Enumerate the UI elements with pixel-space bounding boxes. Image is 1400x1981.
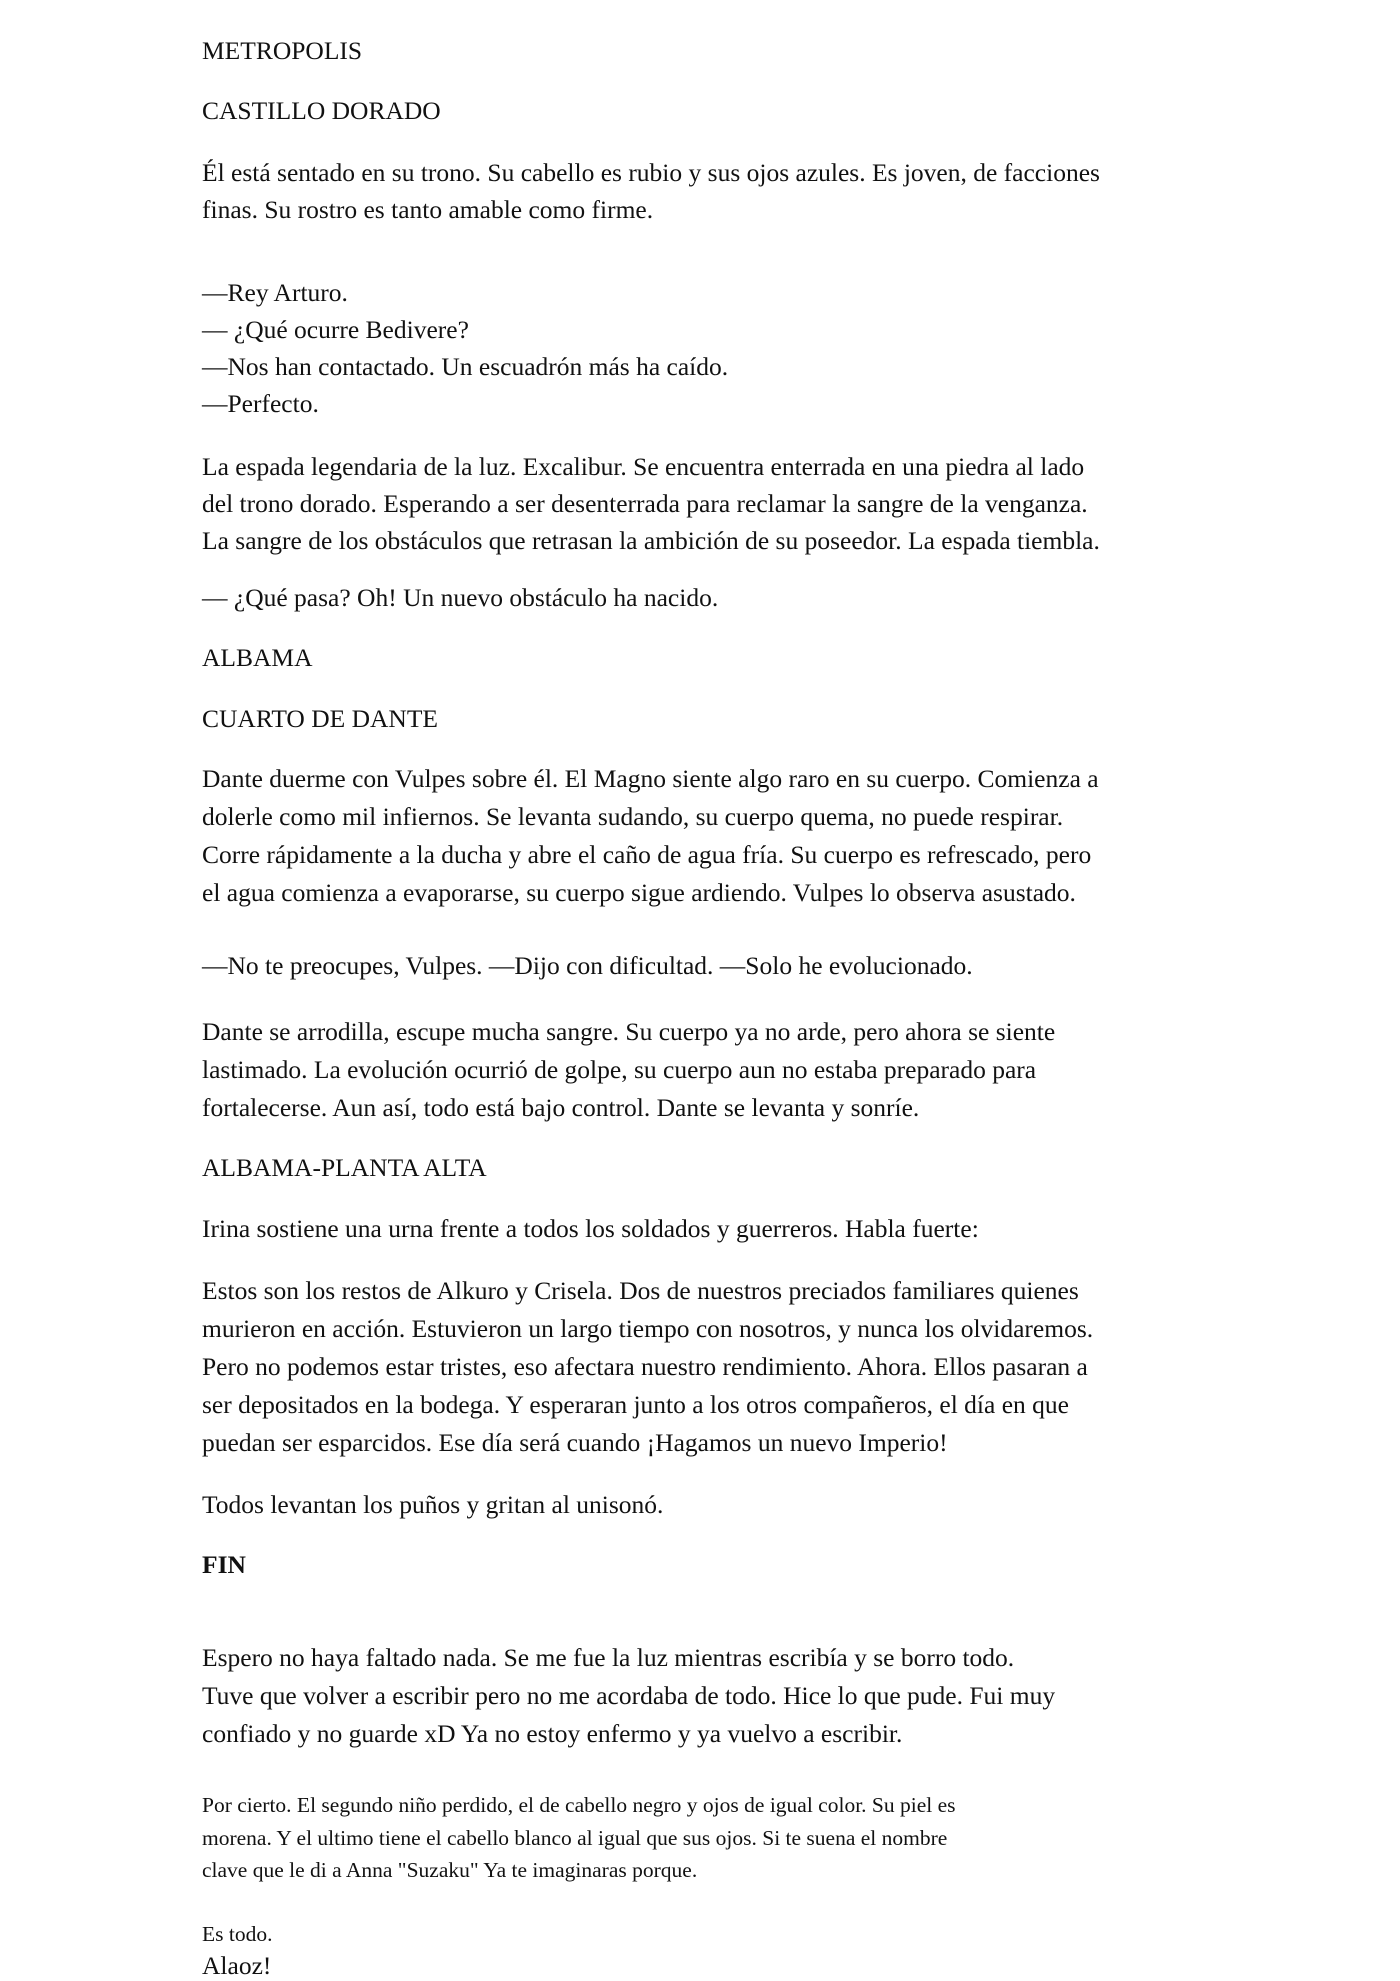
dialogue-line: —No te preocupes, Vulpes. —Dijo con dificultad. —Solo he evolucionado. — [202, 951, 973, 980]
dialogue-line: —Nos han contactado. Un escuadrón más ha caído. — [202, 352, 729, 381]
dialogue-line: —Perfecto. — [202, 389, 319, 418]
dialogue-line: — ¿Qué pasa? Oh! Un nuevo obstáculo ha nacido. — [202, 583, 719, 612]
dante-line: el agua comienza a evaporarse, su cuerpo sigue ardiendo. Vulpes lo observa asustado. — [202, 878, 1076, 907]
heading-metropolis: METROPOLIS — [202, 36, 363, 65]
dante-line: dolerle como mil infiernos. Se levanta sudando, su cuerpo quema, no puede respirar. — [202, 802, 1064, 831]
speech-line: Pero no podemos estar tristes, eso afectara nuestro rendimiento. Ahora. Ellos pasaran a — [202, 1352, 1088, 1381]
heading-castillo-dorado: CASTILLO DORADO — [202, 96, 441, 125]
dante-line: Dante se arrodilla, escupe mucha sangre. Su cuerpo ya no arde, pero ahora se siente — [202, 1017, 1056, 1046]
author-note-line: Espero no haya faltado nada. Se me fue la luz mientras escribía y se borro todo. — [202, 1643, 1015, 1672]
dialogue-line: —Rey Arturo. — [202, 278, 348, 307]
intro-line: finas. Su rostro es tanto amable como firme. — [202, 195, 654, 224]
speech-line: puedan ser esparcidos. Ese día será cuando ¡Hagamos un nuevo Imperio! — [202, 1428, 948, 1457]
heading-albama-planta-alta: ALBAMA-PLANTA ALTA — [202, 1153, 487, 1182]
sword-line: del trono dorado. Esperando a ser desenterrada para reclamar la sangre de la venganza. — [202, 489, 1088, 518]
speech-line: ser depositados en la bodega. Y esperaran junto a los otros compañeros, el día en que — [202, 1390, 1069, 1419]
heading-albama: ALBAMA — [202, 643, 313, 672]
aside-line: Por cierto. El segundo niño perdido, el de cabello negro y ojos de igual color. Su piel es — [202, 1793, 956, 1817]
irina-line: Irina sostiene una urna frente a todos los soldados y guerreros. Habla fuerte: — [202, 1214, 979, 1243]
crowd-line: Todos levantan los puños y gritan al unisonó. — [202, 1490, 664, 1519]
speech-line: Estos son los restos de Alkuro y Crisela. Dos de nuestros preciados familiares quienes — [202, 1276, 1079, 1305]
aside-line: clave que le di a Anna "Suzaku" Ya te imaginaras porque. — [202, 1858, 698, 1882]
dante-line: fortalecerse. Aun así, todo está bajo control. Dante se levanta y sonríe. — [202, 1093, 920, 1122]
intro-line: Él está sentado en su trono. Su cabello es rubio y sus ojos azules. Es joven, de facciones — [202, 158, 1100, 187]
fin-heading: FIN — [202, 1550, 246, 1579]
dante-line: Dante duerme con Vulpes sobre él. El Magno siente algo raro en su cuerpo. Comienza a — [202, 764, 1099, 793]
dante-line: lastimado. La evolución ocurrió de golpe, su cuerpo aun no estaba preparado para — [202, 1055, 1037, 1084]
signature: Alaoz! — [202, 1951, 272, 1980]
speech-line: murieron en acción. Estuvieron un largo tiempo con nosotros, y nunca los olvidaremos. — [202, 1314, 1094, 1343]
aside-line: morena. Y el ultimo tiene el cabello blanco al igual que sus ojos. Si te suena el nombre — [202, 1826, 948, 1850]
sword-line: La sangre de los obstáculos que retrasan la ambición de su poseedor. La espada tiembla. — [202, 526, 1100, 555]
author-note-line: Tuve que volver a escribir pero no me acordaba de todo. Hice lo que pude. Fui muy — [202, 1681, 1056, 1710]
dante-line: Corre rápidamente a la ducha y abre el caño de agua fría. Su cuerpo es refrescado, pero — [202, 840, 1092, 869]
author-note-line: confiado y no guarde xD Ya no estoy enfermo y ya vuelvo a escribir. — [202, 1719, 903, 1748]
heading-cuarto-de-dante: CUARTO DE DANTE — [202, 704, 438, 733]
dialogue-line: — ¿Qué ocurre Bedivere? — [202, 315, 469, 344]
closing-line: Es todo. — [202, 1922, 273, 1946]
sword-line: La espada legendaria de la luz. Excalibur. Se encuentra enterrada en una piedra al lado — [202, 452, 1085, 481]
